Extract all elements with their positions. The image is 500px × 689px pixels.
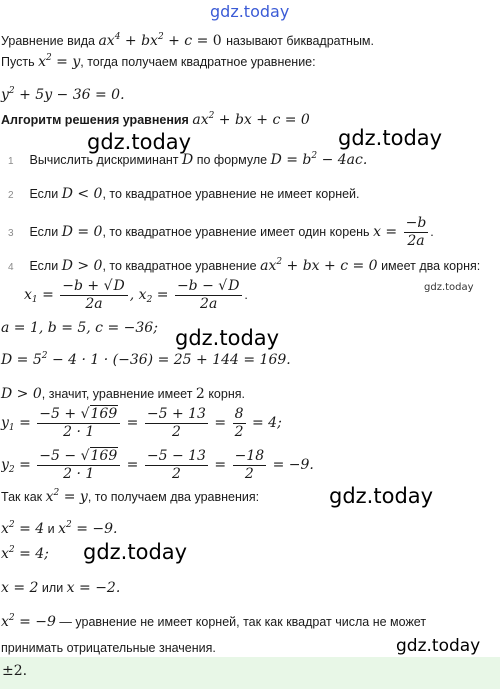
text: Так как: [1, 490, 43, 504]
root-y2: $y_2$ = $\frac{-5 - √169}{2 \cdot 1}$ = $\frac{-5 - 13}{2}$ = $\frac{-18}{2}$ = −9.: [1, 448, 314, 482]
watermark: gdz.today: [396, 636, 481, 656]
watermark: gdz.today: [424, 282, 474, 293]
text: Вычислить дискриминант: [29, 153, 179, 167]
algorithm-title: Алгоритм решения уравнения $ax^2$ + bx + c = 0: [1, 111, 310, 128]
roots-formula: $x_1$ = $\frac{-b + √D}{2a}$ , $x_2$ = $\frac{-b - √D}{2a}$ .: [24, 278, 248, 310]
text: Если: [29, 225, 59, 239]
text: или: [41, 581, 64, 595]
text: называют биквадратным.: [226, 34, 375, 48]
root-y1: $y_1$ = $\frac{-5 + √169}{2 \cdot 1}$ = $\frac{-5 + 13}{2}$ = $\frac{8}{2}$ = 4;: [1, 406, 282, 441]
text: Если: [29, 259, 59, 273]
no-roots-line-2: [1, 640, 216, 656]
step-number: 1: [8, 156, 14, 167]
algorithm-step: 1 Вычислить дискриминант D по формуле $D = b^2 - 4ac$.: [8, 151, 368, 168]
step-number: 2: [8, 190, 14, 201]
two-equations-line: Так как $x^2 = y$, то получаем два уравнения:: [1, 488, 260, 505]
text: корня.: [208, 387, 245, 401]
text: , значит, уравнение имеет: [41, 387, 193, 401]
substitution-line: Пусть $x^2 = y$, тогда получаем квадратное уравнение:: [1, 53, 316, 70]
equation-x2-4: $x^2 = 4$;: [1, 545, 49, 562]
watermark: gdz.today: [329, 484, 434, 508]
text: , то получаем два уравнения:: [87, 490, 260, 504]
algorithm-step: 3 Если D = 0, то квадратное уравнение имеет один корень x = $\frac{-b}{2a}$ .: [8, 214, 434, 252]
equations-pair: $x^2 = 4$ и $x^2 = -9$.: [1, 520, 118, 537]
text: , то квадратное уравнение не имеет корней.: [102, 187, 360, 201]
text: , то квадратное уравнение имеет один корень: [102, 225, 370, 239]
text: , то квадратное уравнение: [102, 259, 257, 273]
d-positive-line: D > 0, значит, уравнение имеет 2 корня.: [1, 386, 245, 402]
text: Алгоритм решения уравнения: [1, 113, 189, 127]
text: принимать отрицательные значения.: [1, 641, 216, 655]
watermark: gdz.today: [87, 130, 192, 154]
answer-box: [0, 657, 500, 689]
roots-x: x = 2 или x = −2.: [1, 580, 121, 596]
text: по формуле: [196, 153, 268, 167]
step-number: 4: [8, 262, 14, 273]
text: Пусть: [1, 55, 35, 69]
no-roots-line: $x^2 = -9$ — уравнение не имеет корней, так как квадрат числа не может: [1, 613, 427, 630]
coefficients: a = 1, b = 5, c = −36;: [1, 320, 158, 336]
watermark: gdz.today: [175, 326, 280, 350]
definition-line: Уравнение вида $ax^4 + bx^2 + c = 0$ называют биквадратным.: [1, 32, 375, 49]
text: , тогда получаем квадратное уравнение:: [80, 55, 316, 69]
answer-text: ±2.: [2, 663, 28, 679]
watermark: gdz.today: [338, 126, 443, 150]
watermark: gdz.today: [83, 540, 188, 564]
quadratic-equation: $y^2 + 5y - 36 = 0$.: [1, 86, 125, 103]
step-number: 3: [8, 228, 14, 239]
text: и: [47, 522, 55, 536]
text: Если: [29, 187, 59, 201]
discriminant-calc: $D = 5^2 - 4 \cdot 1 \cdot (-36) = 25 + 144 = 169$.: [1, 351, 291, 368]
text: Уравнение вида: [1, 34, 95, 48]
text: имеет два корня:: [381, 259, 481, 273]
text: — уравнение не имеет корней, так как квадрат числа не может: [59, 615, 427, 629]
algorithm-step: 2 Если D < 0, то квадратное уравнение не имеет корней.: [8, 186, 360, 202]
watermark-top: gdz.today: [210, 2, 290, 21]
algorithm-step: 4 Если D > 0, то квадратное уравнение $ax^2$ + bx + c = 0 имеет два корня:: [8, 257, 481, 274]
